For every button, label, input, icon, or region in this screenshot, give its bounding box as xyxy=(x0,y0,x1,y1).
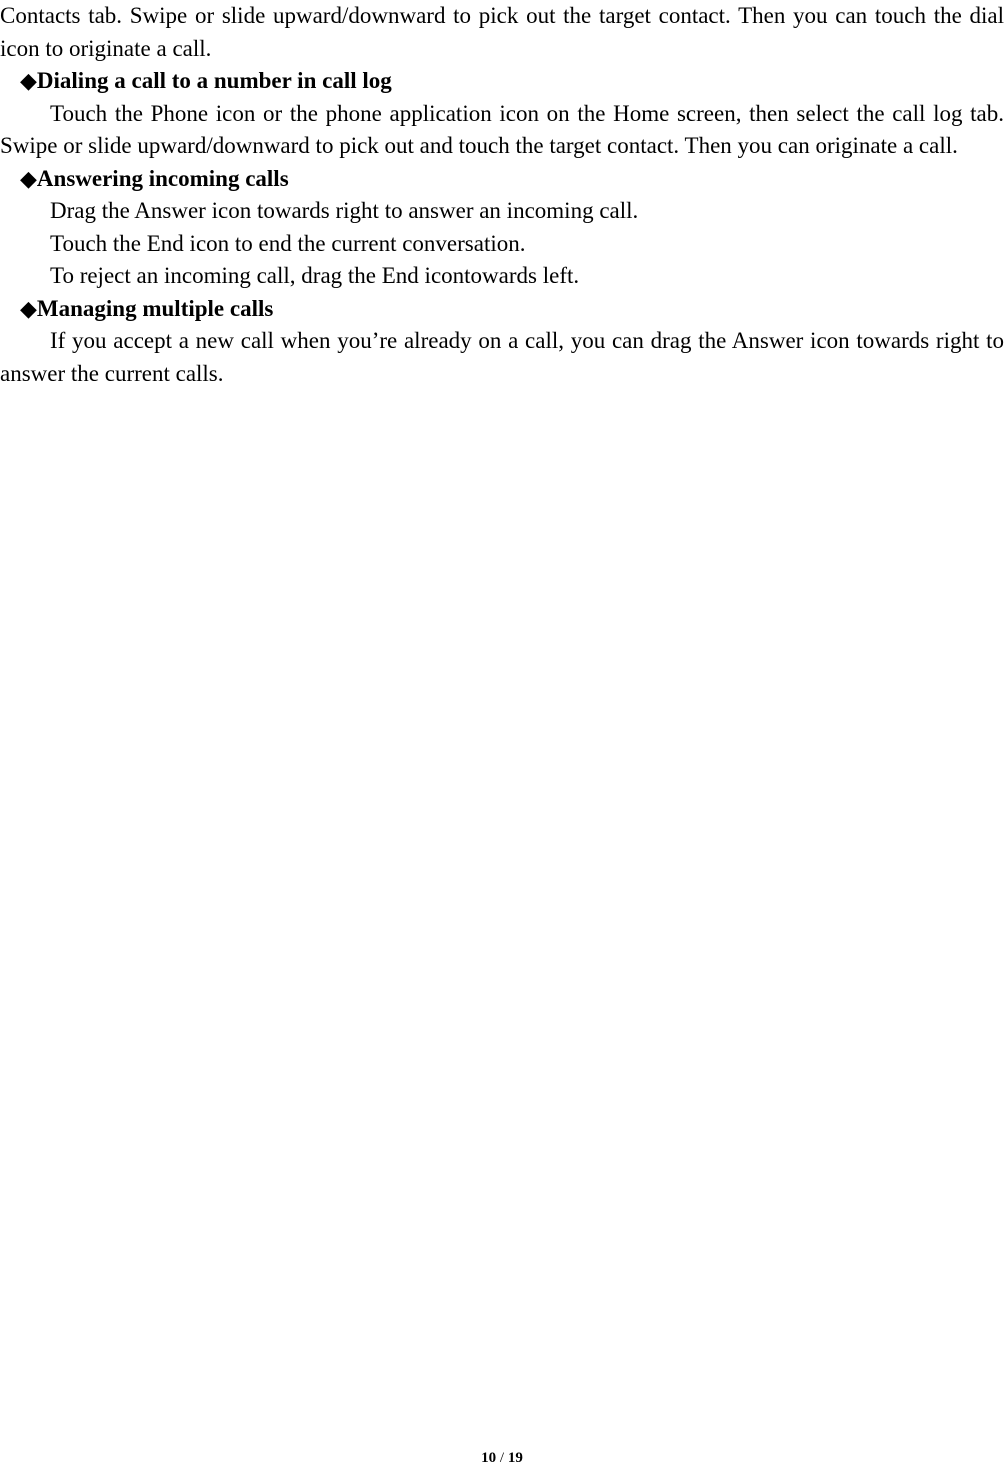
section-dialing-call-log xyxy=(0,65,1004,163)
body-paragraph: Touch the End icon to end the current conversation. xyxy=(50,230,526,256)
section-heading xyxy=(0,65,1004,98)
body-paragraph: To reject an incoming call, drag the End icontowards left. xyxy=(50,263,580,288)
diamond-bullet-icon: ◆ xyxy=(20,165,37,191)
section-answering-calls xyxy=(0,163,1004,293)
section-heading-text: Answering incoming calls xyxy=(36,165,289,191)
section-heading-text: Managing multiple calls xyxy=(36,295,274,321)
diamond-bullet-icon: ◆ xyxy=(20,295,37,321)
diamond-bullet-icon: ◆ xyxy=(20,68,37,93)
page-number xyxy=(0,1449,1004,1467)
section-heading xyxy=(0,163,1004,196)
current-page-number: 10 xyxy=(481,1450,497,1466)
body-paragraph: If you accept a new call when you’re already on a call, you can drag the Answer icon towards right to answer the current calls. xyxy=(0,328,1004,386)
body-paragraph: Drag the Answer icon towards right to answer an incoming call. xyxy=(50,198,639,223)
body-paragraph: Touch the Phone icon or the phone application icon on the Home screen, then select the call log tab. Swipe or slide upward/downward to pick out and touch the target contact. Then you can originate a call. xyxy=(0,100,1004,158)
section-heading-text: Dialing a call to a number in call log xyxy=(36,68,392,93)
page-content xyxy=(0,0,1004,390)
section-heading xyxy=(0,293,1004,326)
total-pages-number: 19 xyxy=(507,1450,523,1466)
page-separator: / xyxy=(499,1450,505,1466)
section-multiple-calls xyxy=(0,293,1004,391)
intro-paragraph: Contacts tab. Swipe or slide upward/downward to pick out the target contact. Then you can touch the dial icon to originate a call. xyxy=(0,3,1004,61)
